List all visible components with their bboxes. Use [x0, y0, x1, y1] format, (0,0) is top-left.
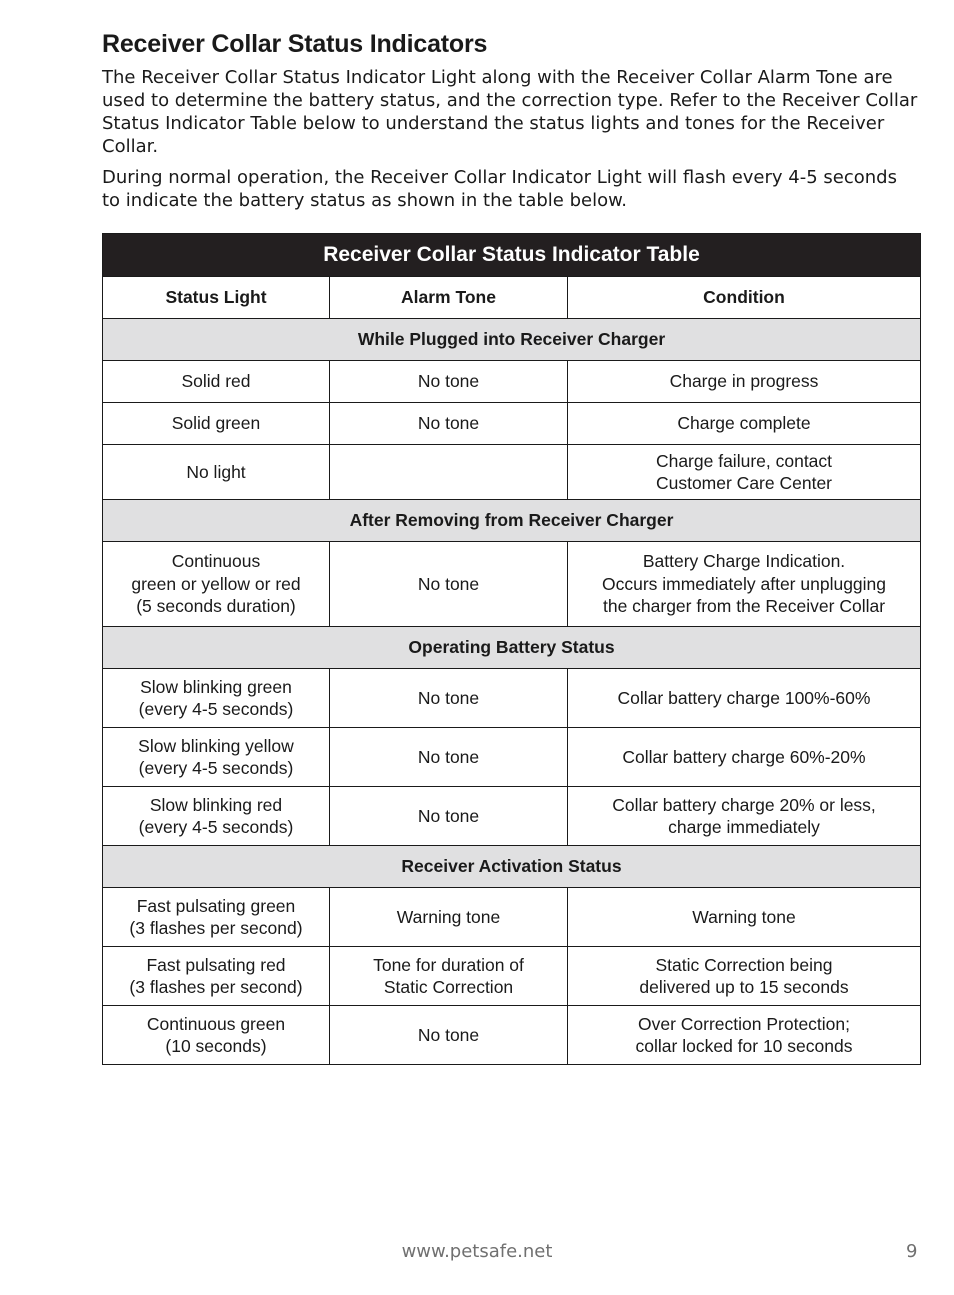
page-content [102, 28, 920, 1056]
status-light-cell: Slow blinking green (every 4-5 seconds) [103, 669, 330, 728]
status-light-cell: No light [103, 445, 330, 500]
condition-cell: Charge complete [568, 403, 921, 445]
status-light-cell: Slow blinking yellow (every 4-5 seconds) [103, 728, 330, 787]
condition-cell: Collar battery charge 100%-60% [568, 669, 921, 728]
page-number: 9 [906, 1241, 918, 1262]
section-title: While Plugged into Receiver Charger [103, 319, 921, 361]
section-row [103, 319, 921, 361]
alarm-tone-cell: No tone [330, 728, 568, 787]
alarm-tone-cell: No tone [330, 669, 568, 728]
status-indicator-table [102, 233, 921, 1065]
condition-cell: Battery Charge Indication. Occurs immediately after unplugging the charger from the Receiver Collar [568, 542, 921, 627]
section-row [103, 627, 921, 669]
table-row [103, 787, 921, 846]
condition-cell: Collar battery charge 20% or less, charge immediately [568, 787, 921, 846]
status-light-cell: Slow blinking red (every 4-5 seconds) [103, 787, 330, 846]
section-title: After Removing from Receiver Charger [103, 500, 921, 542]
table-row [103, 888, 921, 947]
section-row [103, 500, 921, 542]
alarm-tone-cell: No tone [330, 1006, 568, 1065]
status-light-cell: Solid green [103, 403, 330, 445]
column-header-alarm-tone: Alarm Tone [330, 277, 568, 319]
condition-cell: Over Correction Protection; collar locked for 10 seconds [568, 1006, 921, 1065]
table-caption: Receiver Collar Status Indicator Table [103, 234, 921, 277]
condition-cell: Charge in progress [568, 361, 921, 403]
alarm-tone-cell: Warning tone [330, 888, 568, 947]
table-row [103, 542, 921, 627]
status-light-cell: Fast pulsating red (3 flashes per second) [103, 947, 330, 1006]
page-heading: Receiver Collar Status Indicators [102, 30, 488, 58]
intro-paragraph-2: During normal operation, the Receiver Collar Indicator Light will flash every 4-5 seconds to indicate the battery status as shown in the table below. [102, 167, 897, 211]
column-header-status-light: Status Light [103, 277, 330, 319]
condition-cell: Collar battery charge 60%-20% [568, 728, 921, 787]
table-row [103, 403, 921, 445]
alarm-tone-cell: No tone [330, 361, 568, 403]
condition-cell: Charge failure, contact Customer Care Center [568, 445, 921, 500]
section-title: Operating Battery Status [103, 627, 921, 669]
condition-cell: Warning tone [568, 888, 921, 947]
section-title: Receiver Activation Status [103, 846, 921, 888]
alarm-tone-cell [330, 445, 568, 500]
alarm-tone-cell: No tone [330, 403, 568, 445]
status-light-cell: Continuous green (10 seconds) [103, 1006, 330, 1065]
table-row [103, 728, 921, 787]
condition-cell: Static Correction being delivered up to 15 seconds [568, 947, 921, 1006]
status-light-cell: Continuous green or yellow or red (5 seconds duration) [103, 542, 330, 627]
alarm-tone-cell: No tone [330, 542, 568, 627]
footer-url: www.petsafe.net [401, 1241, 553, 1262]
table-row [103, 669, 921, 728]
status-light-cell: Solid red [103, 361, 330, 403]
table-row [103, 445, 921, 500]
table-row [103, 1006, 921, 1065]
intro-paragraph-1: The Receiver Collar Status Indicator Light along with the Receiver Collar Alarm Tone are used to determine the battery status, and the correction type. Refer to the Receiver Collar Status Indicator Table below to understand the status lights and tones for the Receiver Collar. [102, 67, 918, 157]
section-row [103, 846, 921, 888]
table-caption-row [103, 234, 921, 277]
column-header-condition: Condition [568, 277, 921, 319]
table-row [103, 361, 921, 403]
table-row [103, 947, 921, 1006]
alarm-tone-cell: No tone [330, 787, 568, 846]
alarm-tone-cell: Tone for duration of Static Correction [330, 947, 568, 1006]
table-header-row [103, 277, 921, 319]
status-light-cell: Fast pulsating green (3 flashes per second) [103, 888, 330, 947]
